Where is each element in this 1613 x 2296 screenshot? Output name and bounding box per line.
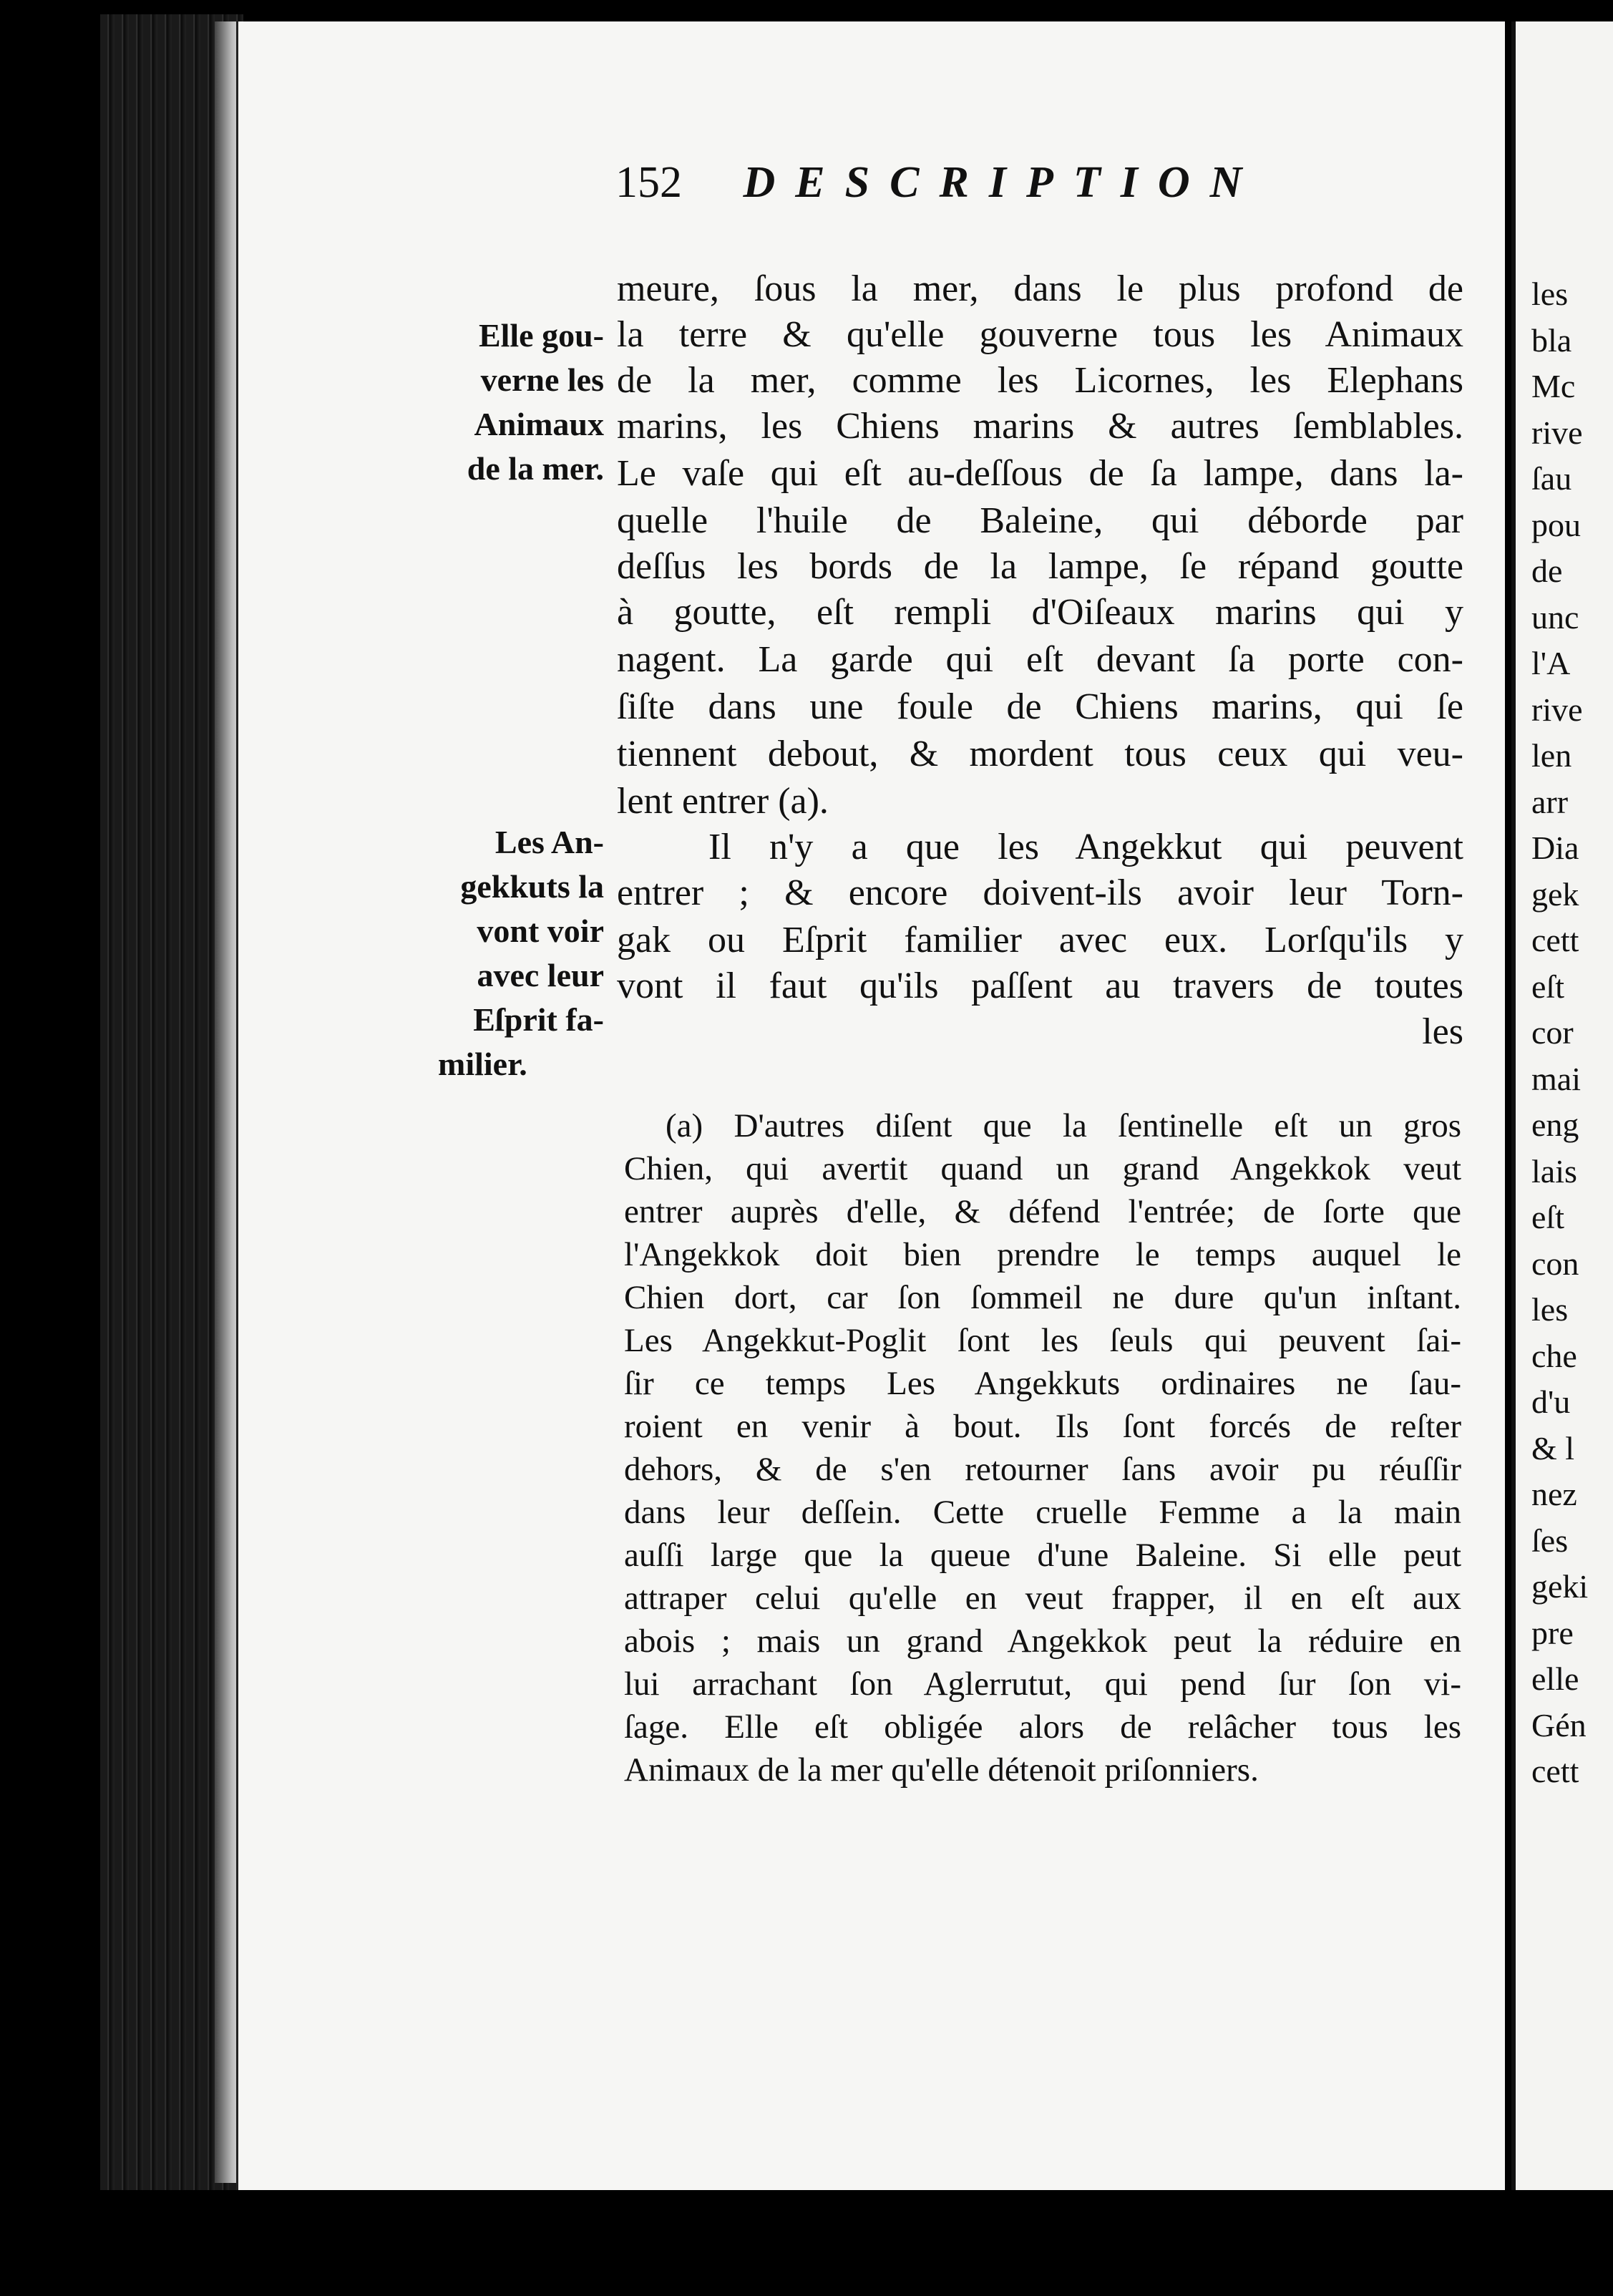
footnote-line: ſage. Elle eſt obligée alors de relâcher tous les bbox=[624, 1708, 1461, 1746]
catchword: les bbox=[1422, 1011, 1463, 1052]
right-page-line: mai bbox=[1531, 1060, 1581, 1097]
body-line: nagent. La garde qui eſt devant ſa porte con- bbox=[617, 639, 1463, 680]
right-page-line: rive bbox=[1531, 691, 1583, 728]
right-page-line: arr bbox=[1531, 783, 1569, 820]
footnote-line: dehors, & de s'en retourner ſans avoir pu réuſſir bbox=[624, 1451, 1461, 1488]
margin-note-line: gekkuts la bbox=[460, 868, 604, 905]
right-page-line: cett bbox=[1531, 1753, 1579, 1789]
right-page-line: cor bbox=[1531, 1014, 1574, 1051]
footnote-line: Les Angekkut-Poglit ſont les ſeuls qui peuvent ſai- bbox=[624, 1322, 1461, 1359]
body-line: à goutte, eſt rempli d'Oiſeaux marins qui y bbox=[617, 592, 1463, 633]
right-page-line: cett bbox=[1531, 922, 1579, 958]
footnote-line: entrer auprès d'elle, & défend l'entrée; de ſorte que bbox=[624, 1193, 1461, 1230]
right-page-line: eſt bbox=[1531, 968, 1564, 1005]
right-page-line: nez bbox=[1531, 1476, 1577, 1512]
margin-note-line: Elle gou- bbox=[478, 317, 604, 354]
right-page-line: de bbox=[1531, 553, 1563, 589]
body-line: de la mer, comme les Licornes, les Elephans bbox=[617, 360, 1463, 401]
right-page-line: pre bbox=[1531, 1614, 1574, 1651]
right-page-line: pou bbox=[1531, 506, 1581, 543]
footnote-line: Chien dort, car ſon ſommeil ne dure qu'un inſtant. bbox=[624, 1279, 1461, 1316]
right-page-line: gek bbox=[1531, 875, 1579, 913]
right-page-line: con bbox=[1531, 1245, 1579, 1282]
right-page-line: ſes bbox=[1531, 1522, 1569, 1559]
footnote-line: dans leur deſſein. Cette cruelle Femme a la main bbox=[624, 1494, 1461, 1531]
margin-note-line: vont voir bbox=[477, 913, 604, 949]
right-page-line: elle bbox=[1531, 1660, 1579, 1697]
body-line: lent entrer (a). bbox=[617, 781, 829, 822]
right-page-line: bla bbox=[1531, 321, 1572, 359]
footnote-line: lui arrachant ſon Aglerrutut, qui pend ſur ſon vi- bbox=[624, 1665, 1461, 1703]
body-line: vont il faut qu'ils paſſent au travers de toutes bbox=[617, 965, 1463, 1006]
right-page-line: Mc bbox=[1531, 368, 1576, 404]
footnote-line: auſſi large que la queue d'une Baleine. Si elle peut bbox=[624, 1537, 1461, 1574]
running-header bbox=[615, 157, 1262, 208]
body-line: gak ou Eſprit familier avec eux. Lorſqu'ils y bbox=[617, 920, 1463, 960]
right-page-line: eng bbox=[1531, 1106, 1579, 1143]
right-page-line: unc bbox=[1531, 598, 1579, 636]
footnote-line: Chien, qui avertit quand un grand Angekkok veut bbox=[624, 1150, 1461, 1187]
margin-note-line: Animaux bbox=[474, 406, 604, 442]
right-page-fragment bbox=[1511, 21, 1613, 2190]
footnote-line: attraper celui qu'elle en veut frapper, il en eſt aux bbox=[624, 1580, 1461, 1617]
right-page-line: geki bbox=[1531, 1568, 1589, 1605]
footnote-line: abois ; mais un grand Angekkok peut la réduire en bbox=[624, 1623, 1461, 1660]
margin-note-line: Eſprit fa- bbox=[473, 1001, 604, 1038]
margin-note-line: verne les bbox=[480, 361, 604, 398]
body-line: tiennent debout, & mordent tous ceux qui veu- bbox=[617, 734, 1463, 774]
body-line: quelle l'huile de Baleine, qui déborde par bbox=[617, 500, 1463, 541]
right-page-line: rive bbox=[1531, 414, 1583, 451]
right-page-line: & l bbox=[1531, 1429, 1575, 1466]
running-title: DESCRIPTION bbox=[743, 158, 1262, 207]
footnote-line: l'Angekkok doit bien prendre le temps auquel le bbox=[624, 1236, 1461, 1273]
page-number: 152 bbox=[615, 158, 682, 207]
margin-note-line: avec leur bbox=[477, 957, 604, 993]
body-line: meure, ſous la mer, dans le plus profond de bbox=[617, 268, 1463, 309]
body-line: la terre & qu'elle gouverne tous les Animaux bbox=[617, 314, 1463, 355]
body-line-indented: Il n'y a que les Angekkut qui peuvent bbox=[708, 827, 1463, 867]
right-page-line: les bbox=[1531, 1291, 1569, 1328]
right-page-line: len bbox=[1531, 737, 1572, 774]
footnote-line: ſir ce temps Les Angekkuts ordinaires ne ſau- bbox=[624, 1365, 1461, 1402]
footnote-line: (a) D'autres diſent que la ſentinelle eſt un gros bbox=[666, 1107, 1461, 1144]
right-page-line: eſt bbox=[1531, 1199, 1564, 1235]
margin-note-line: de la mer. bbox=[467, 450, 604, 487]
right-page-line: Dia bbox=[1531, 830, 1579, 866]
margin-note-line: Les An- bbox=[494, 824, 604, 860]
right-page-line: l'A bbox=[1531, 645, 1571, 681]
footnote-line: roient en venir à bout. Ils ſont forcés de reſter bbox=[624, 1408, 1461, 1445]
body-line: deſſus les bords de la lampe, ſe répand goutte bbox=[617, 546, 1463, 587]
body-line: ſiſte dans une foule de Chiens marins, qui ſe bbox=[617, 686, 1463, 727]
right-page-line: Gén bbox=[1531, 1706, 1587, 1743]
right-page-line: les bbox=[1531, 276, 1569, 312]
footnote-line: Animaux de la mer qu'elle détenoit priſonniers. bbox=[624, 1751, 1259, 1789]
right-page-line: lais bbox=[1531, 1152, 1577, 1190]
body-line: Le vaſe qui eſt au-deſſous de ſa lampe, dans la- bbox=[617, 453, 1463, 494]
body-line: entrer ; & encore doivent-ils avoir leur Torn- bbox=[617, 872, 1463, 913]
body-line: marins, les Chiens marins & autres ſemblables. bbox=[617, 406, 1463, 447]
right-page-line: d'u bbox=[1531, 1383, 1571, 1420]
right-page-line: che bbox=[1531, 1337, 1577, 1374]
margin-note-line: milier. bbox=[438, 1046, 527, 1082]
right-page-line: ſau bbox=[1531, 460, 1572, 497]
